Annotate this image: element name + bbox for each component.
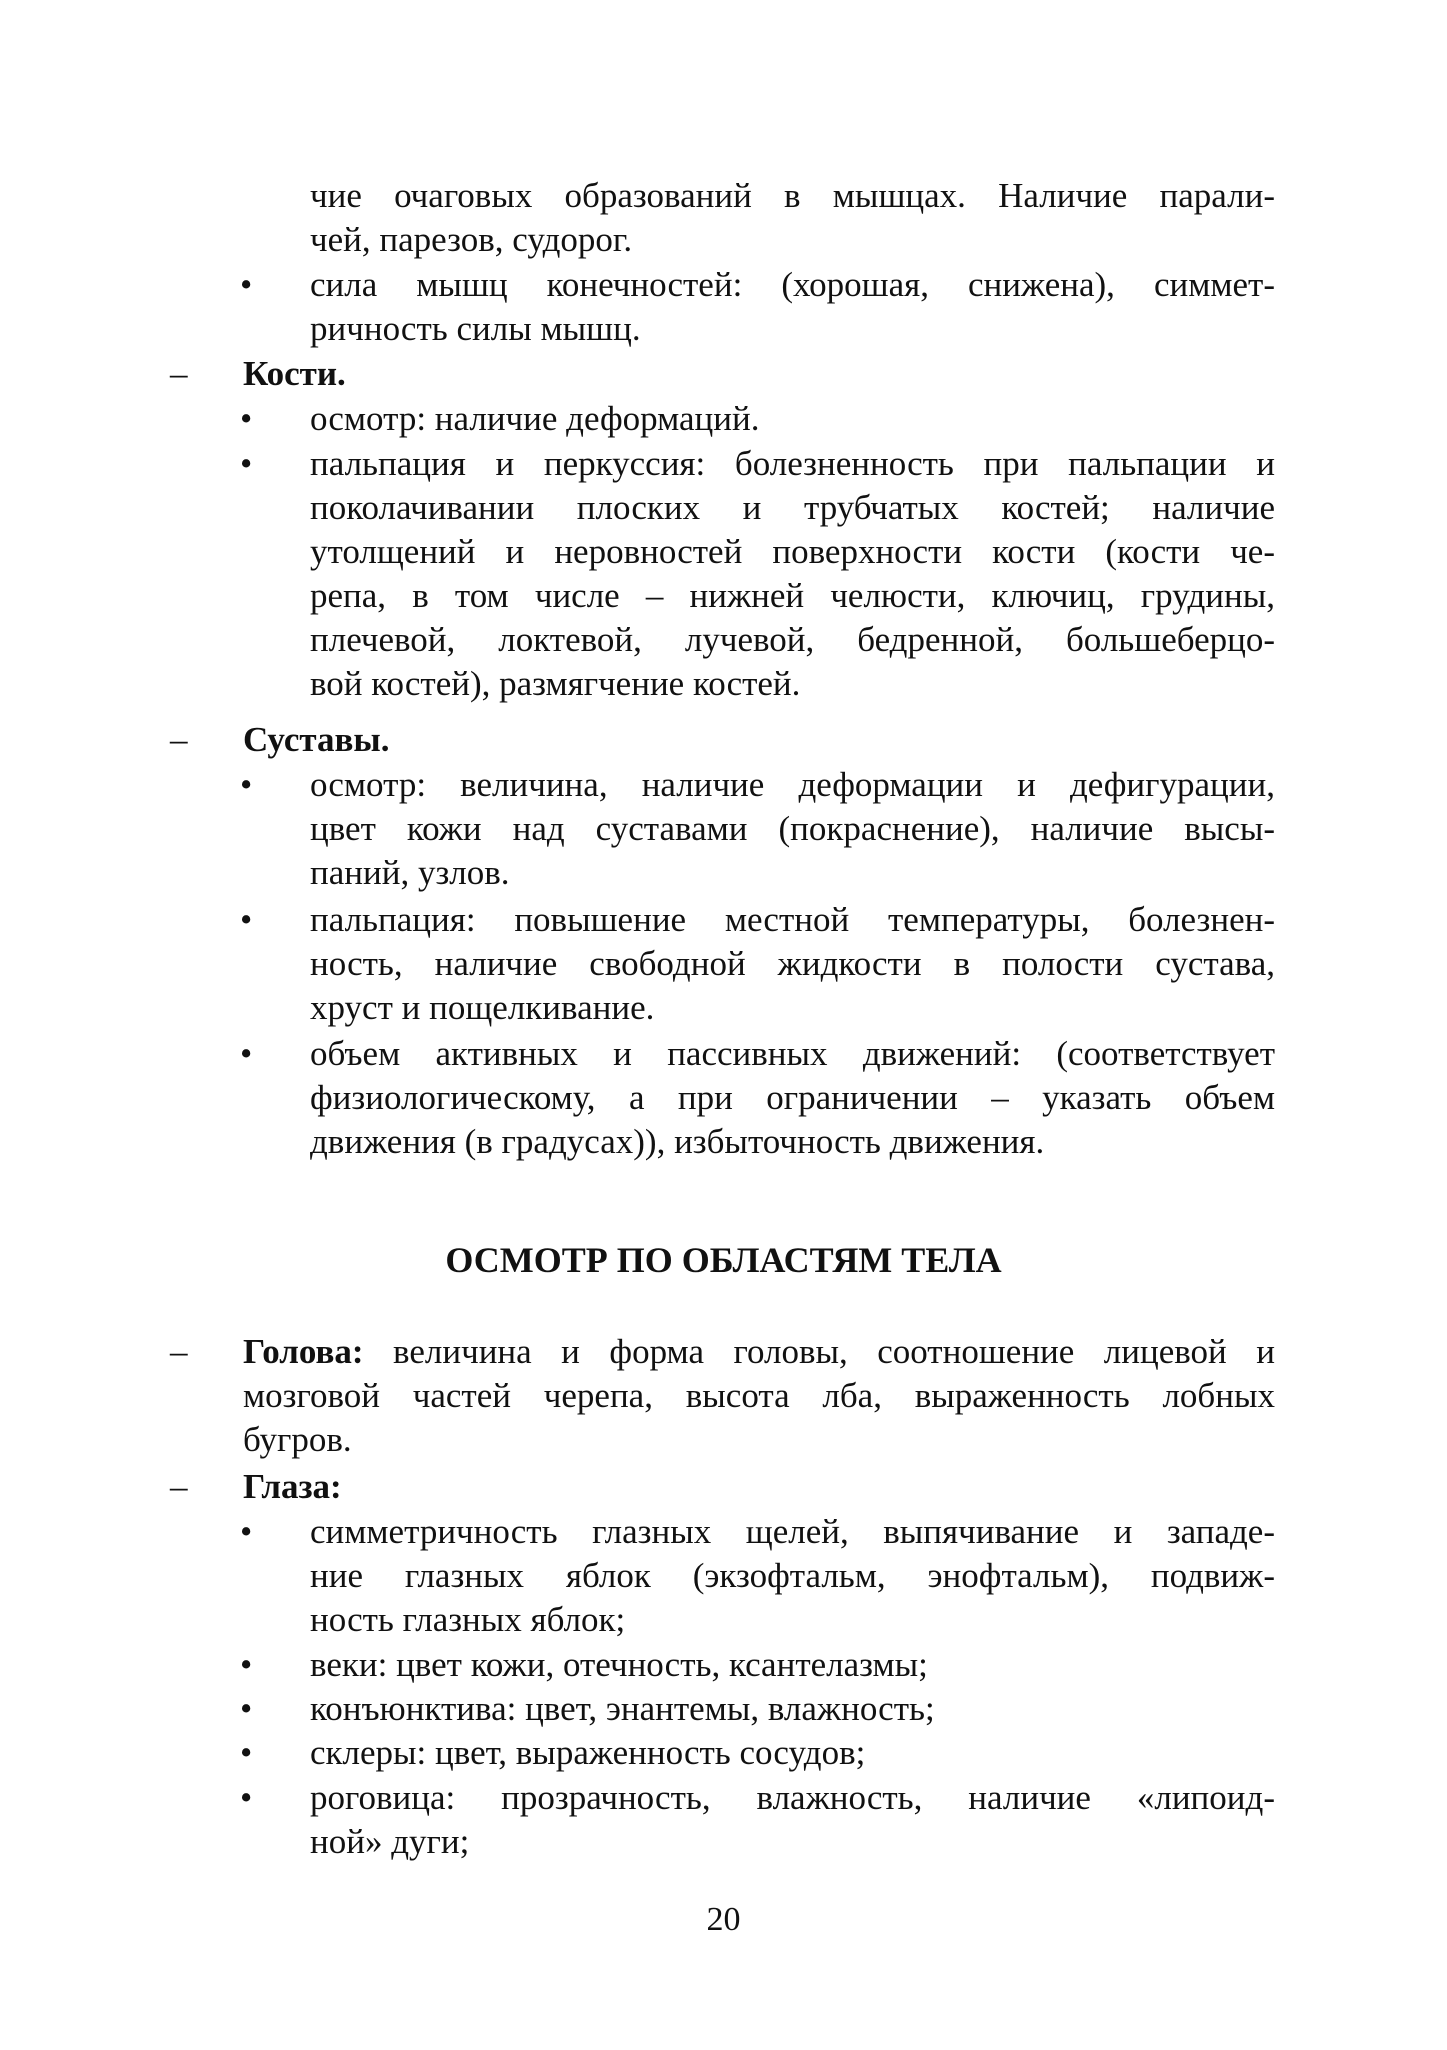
bones-palpation-line: вой костей), размягчение костей. bbox=[310, 664, 801, 703]
joints-inspection-line: паний, узлов. bbox=[310, 853, 510, 892]
eyes-conjunctiva: конъюнктива: цвет, энантемы, влажность; bbox=[310, 1689, 935, 1728]
dash-marker: – bbox=[170, 720, 188, 759]
page-number: 20 bbox=[706, 1901, 741, 1938]
eyes-sclera: склеры: цвет, выраженность сосудов; bbox=[310, 1733, 866, 1772]
bones-palpation-line: пальпация и перкуссия: болезненность при пальпации и bbox=[310, 444, 1275, 483]
bullet-marker: • bbox=[240, 1645, 253, 1684]
dash-marker: – bbox=[170, 1332, 188, 1371]
bones-heading: Кости. bbox=[243, 354, 346, 393]
joints-inspection-line: осмотр: величина, наличие деформации и дефигурации, bbox=[310, 765, 1275, 804]
joints-heading: Суставы. bbox=[243, 720, 390, 759]
bullet-marker: • bbox=[240, 399, 253, 438]
eyes-heading: Глаза: bbox=[243, 1467, 342, 1506]
joints-palpation-line: хруст и пощелкивание. bbox=[310, 988, 655, 1027]
head-line-3: бугров. bbox=[243, 1420, 352, 1459]
joints-inspection-line: цвет кожи над суставами (покраснение), наличие высы- bbox=[310, 809, 1275, 848]
eyes-symmetry-line: ность глазных яблок; bbox=[310, 1600, 626, 1639]
bones-palpation-line: поколачивании плоских и трубчатых костей; наличие bbox=[310, 488, 1275, 527]
bullet-marker: • bbox=[240, 1733, 253, 1772]
head-line-1 bbox=[243, 1330, 1275, 1374]
bullet-marker: • bbox=[240, 1034, 253, 1073]
head-line-1-text: величина и форма головы, соотношение лицевой и bbox=[363, 1332, 1275, 1371]
bullet-marker: • bbox=[240, 1689, 253, 1728]
eyes-cornea-line: ной» дуги; bbox=[310, 1822, 470, 1861]
eyes-symmetry-line: симметричность глазных щелей, выпячивание и западе- bbox=[310, 1512, 1275, 1551]
joints-movement-line: объем активных и пассивных движений: (соответствует bbox=[310, 1034, 1275, 1073]
head-line-2: мозговой частей черепа, высота лба, выраженность лобных bbox=[243, 1376, 1275, 1415]
joints-movement-line: движения (в градусах)), избыточность движения. bbox=[310, 1122, 1045, 1161]
muscle-strength-line-2: ричность силы мышц. bbox=[310, 309, 641, 348]
bullet-marker: • bbox=[240, 1778, 253, 1817]
bullet-marker: • bbox=[240, 265, 253, 304]
bullet-marker: • bbox=[240, 444, 253, 483]
joints-palpation-line: ность, наличие свободной жидкости в полости сустава, bbox=[310, 944, 1275, 983]
bones-palpation-line: плечевой, локтевой, лучевой, бедренной, большеберцо- bbox=[310, 620, 1275, 659]
eyes-symmetry-line: ние глазных яблок (экзофтальм, энофтальм), подвиж- bbox=[310, 1556, 1275, 1595]
bullet-marker: • bbox=[240, 765, 253, 804]
muscle-strength-line-1: сила мышц конечностей: (хорошая, снижена), симмет- bbox=[310, 265, 1275, 304]
muscles-continuation-line-2: чей, парезов, судорог. bbox=[310, 220, 633, 259]
bullet-marker: • bbox=[240, 1512, 253, 1551]
joints-movement-line: физиологическому, а при ограничении – указать объем bbox=[310, 1078, 1275, 1117]
dash-marker: – bbox=[170, 354, 188, 393]
eyes-eyelids: веки: цвет кожи, отечность, ксантелазмы; bbox=[310, 1645, 928, 1684]
head-heading: Голова: bbox=[243, 1332, 364, 1371]
bones-palpation-line: репа, в том числе – нижней челюсти, ключиц, грудины, bbox=[310, 576, 1275, 615]
joints-palpation-line: пальпация: повышение местной температуры, болезнен- bbox=[310, 900, 1275, 939]
bones-inspection: осмотр: наличие деформаций. bbox=[310, 399, 760, 438]
eyes-cornea-line: роговица: прозрачность, влажность, наличие «липоид- bbox=[310, 1778, 1275, 1817]
muscles-continuation-line-1: чие очаговых образований в мышцах. Наличие парали- bbox=[310, 176, 1275, 215]
dash-marker: – bbox=[170, 1467, 188, 1506]
section-heading: ОСМОТР ПО ОБЛАСТЯМ ТЕЛА bbox=[445, 1240, 1002, 1280]
bones-palpation-line: утолщений и неровностей поверхности кости (кости че- bbox=[310, 532, 1275, 571]
bullet-marker: • bbox=[240, 900, 253, 939]
